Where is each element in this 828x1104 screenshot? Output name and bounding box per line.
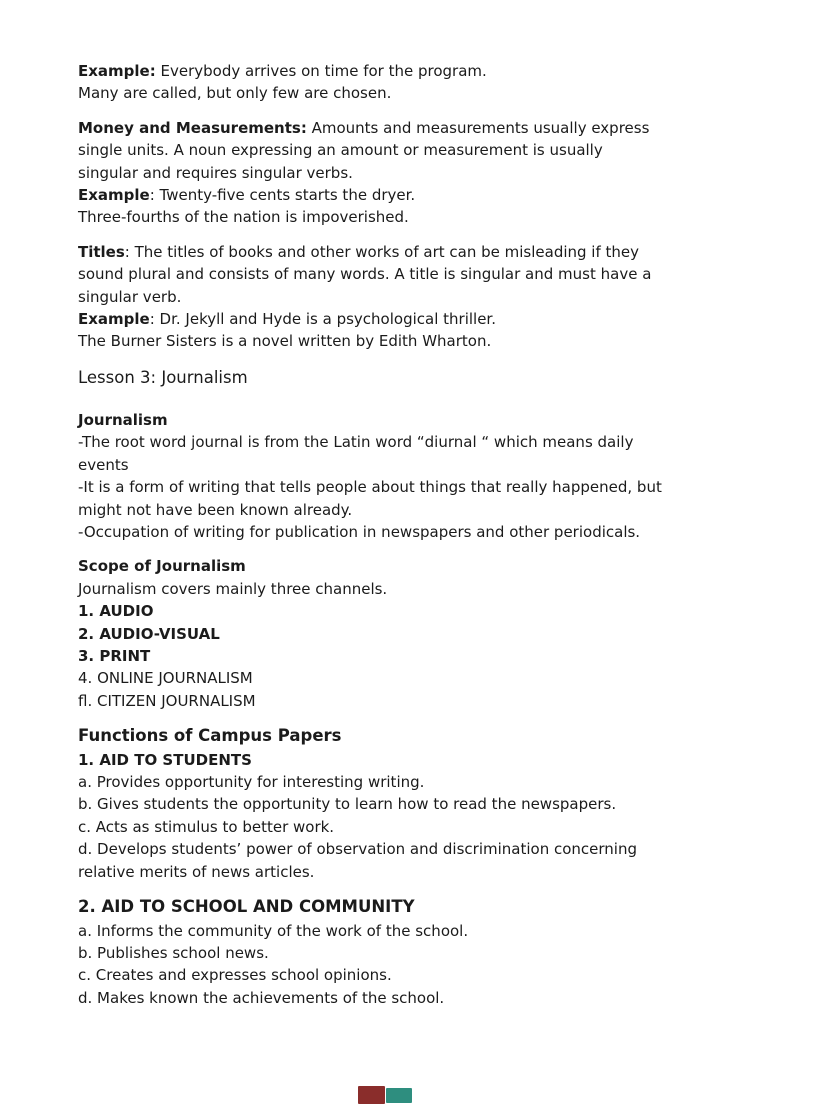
text-run: : The titles of books and other works of art can be misleading if they <box>124 242 640 261</box>
bold-run: 1. AID TO STUDENTS <box>78 750 252 769</box>
bold-run: 1. AUDIO <box>78 602 154 621</box>
text-line <box>78 206 770 228</box>
bold-run: Functions of Campus Papers <box>78 726 342 746</box>
text-run: c. Acts as stimulus to better work. <box>78 817 335 836</box>
text-line <box>78 667 770 689</box>
text-run: a. Provides opportunity for interesting writing. <box>78 773 425 792</box>
footer-fragment-left-block <box>358 1086 385 1104</box>
text-line <box>78 987 770 1009</box>
text-line <box>78 623 770 645</box>
text-line <box>78 499 770 521</box>
text-line <box>78 920 770 942</box>
text-run: -Occupation of writing for publication in newspapers and other periodicals. <box>78 522 641 541</box>
text-line <box>78 184 770 206</box>
bold-run: 2. AUDIO-VISUAL <box>78 624 220 643</box>
text-run: might not have been known already. <box>78 500 353 519</box>
text-line <box>78 771 770 793</box>
bold-run: 2. AID TO SCHOOL AND COMMUNITY <box>78 897 415 917</box>
text-line <box>78 409 770 431</box>
bold-run: Journalism <box>78 410 168 429</box>
text-line <box>78 286 770 308</box>
bold-run: Titles <box>78 242 125 261</box>
text-line <box>78 600 770 622</box>
text-line <box>78 60 770 82</box>
bold-run: 3. PRINT <box>78 646 151 665</box>
text-line <box>78 431 770 453</box>
text-line <box>78 521 770 543</box>
text-line <box>78 793 770 815</box>
paragraph-money-measurements <box>78 117 770 229</box>
text-run: : Dr. Jekyll and Hyde is a psychological thriller. <box>149 310 496 329</box>
text-line <box>78 476 770 498</box>
text-run: The Burner Sisters is a novel written by Edith Wharton. <box>78 332 492 351</box>
text-line <box>78 749 770 771</box>
bold-run: Example <box>78 186 150 205</box>
text-run: -The root word journal is from the Latin word “diurnal “ which means daily <box>78 433 634 452</box>
text-line <box>78 117 770 139</box>
text-line <box>78 365 770 390</box>
bold-run: Example <box>78 310 150 329</box>
paragraph-aid-school-community <box>78 895 770 1009</box>
text-line <box>78 578 770 600</box>
text-run: d. Makes known the achievements of the school. <box>78 988 445 1007</box>
text-run: a. Informs the community of the work of the school. <box>78 921 469 940</box>
text-run: fl. CITIZEN JOURNALISM <box>78 691 256 710</box>
text-line <box>78 330 770 352</box>
text-line <box>78 964 770 986</box>
text-run: Many are called, but only few are chosen. <box>78 84 392 103</box>
text-line <box>78 82 770 104</box>
footer-image-fragment <box>358 1086 412 1104</box>
text-line <box>78 555 770 577</box>
text-run: b. Gives students the opportunity to learn how to read the newspapers. <box>78 795 617 814</box>
text-run: c. Creates and expresses school opinions. <box>78 966 392 985</box>
bold-run: Scope of Journalism <box>78 557 246 576</box>
text-run: sound plural and consists of many words. A title is singular and must have a <box>78 265 652 284</box>
text-line <box>78 162 770 184</box>
text-line <box>78 241 770 263</box>
text-run: Amounts and measurements usually express <box>306 118 650 137</box>
text-run: singular verb. <box>78 287 182 306</box>
lesson-heading <box>78 365 770 390</box>
text-line <box>78 690 770 712</box>
text-run: : Twenty-five cents starts the dryer. <box>149 186 416 205</box>
text-line <box>78 861 770 883</box>
text-run: single units. A noun expressing an amount or measurement is usually <box>78 141 603 160</box>
text-line <box>78 645 770 667</box>
text-run: -It is a form of writing that tells people about things that really happened, but <box>78 478 662 497</box>
text-run: Lesson 3: Journalism <box>78 367 248 387</box>
text-run: b. Publishes school news. <box>78 944 269 962</box>
paragraph-journalism-definition <box>78 409 770 543</box>
paragraph-example-singular <box>78 60 770 105</box>
text-run: Journalism covers mainly three channels. <box>78 579 388 598</box>
text-line <box>78 263 770 285</box>
text-run: Three-fourths of the nation is impoverished. <box>78 208 409 227</box>
text-run: relative merits of news articles. <box>78 862 315 881</box>
text-run: singular and requires singular verbs. <box>78 163 353 182</box>
text-line <box>78 942 770 964</box>
paragraph-titles <box>78 241 770 353</box>
paragraph-functions-campus-papers <box>78 724 770 883</box>
section-heading-line <box>78 724 770 749</box>
document-content <box>78 60 770 1021</box>
footer-fragment-right-block <box>386 1088 412 1103</box>
text-run: events <box>78 455 129 474</box>
section-heading-line <box>78 895 770 920</box>
paragraph-scope-of-journalism <box>78 555 770 712</box>
bold-run: Money and Measurements: <box>78 118 307 137</box>
text-line <box>78 838 770 860</box>
text-line <box>78 816 770 838</box>
text-run: d. Develops students’ power of observation and discrimination concerning <box>78 840 637 859</box>
bold-run: Example: <box>78 62 156 80</box>
text-run: 4. ONLINE JOURNALISM <box>78 669 253 688</box>
text-line <box>78 139 770 161</box>
text-line <box>78 454 770 476</box>
text-run: Everybody arrives on time for the program. <box>155 62 487 80</box>
text-line <box>78 308 770 330</box>
